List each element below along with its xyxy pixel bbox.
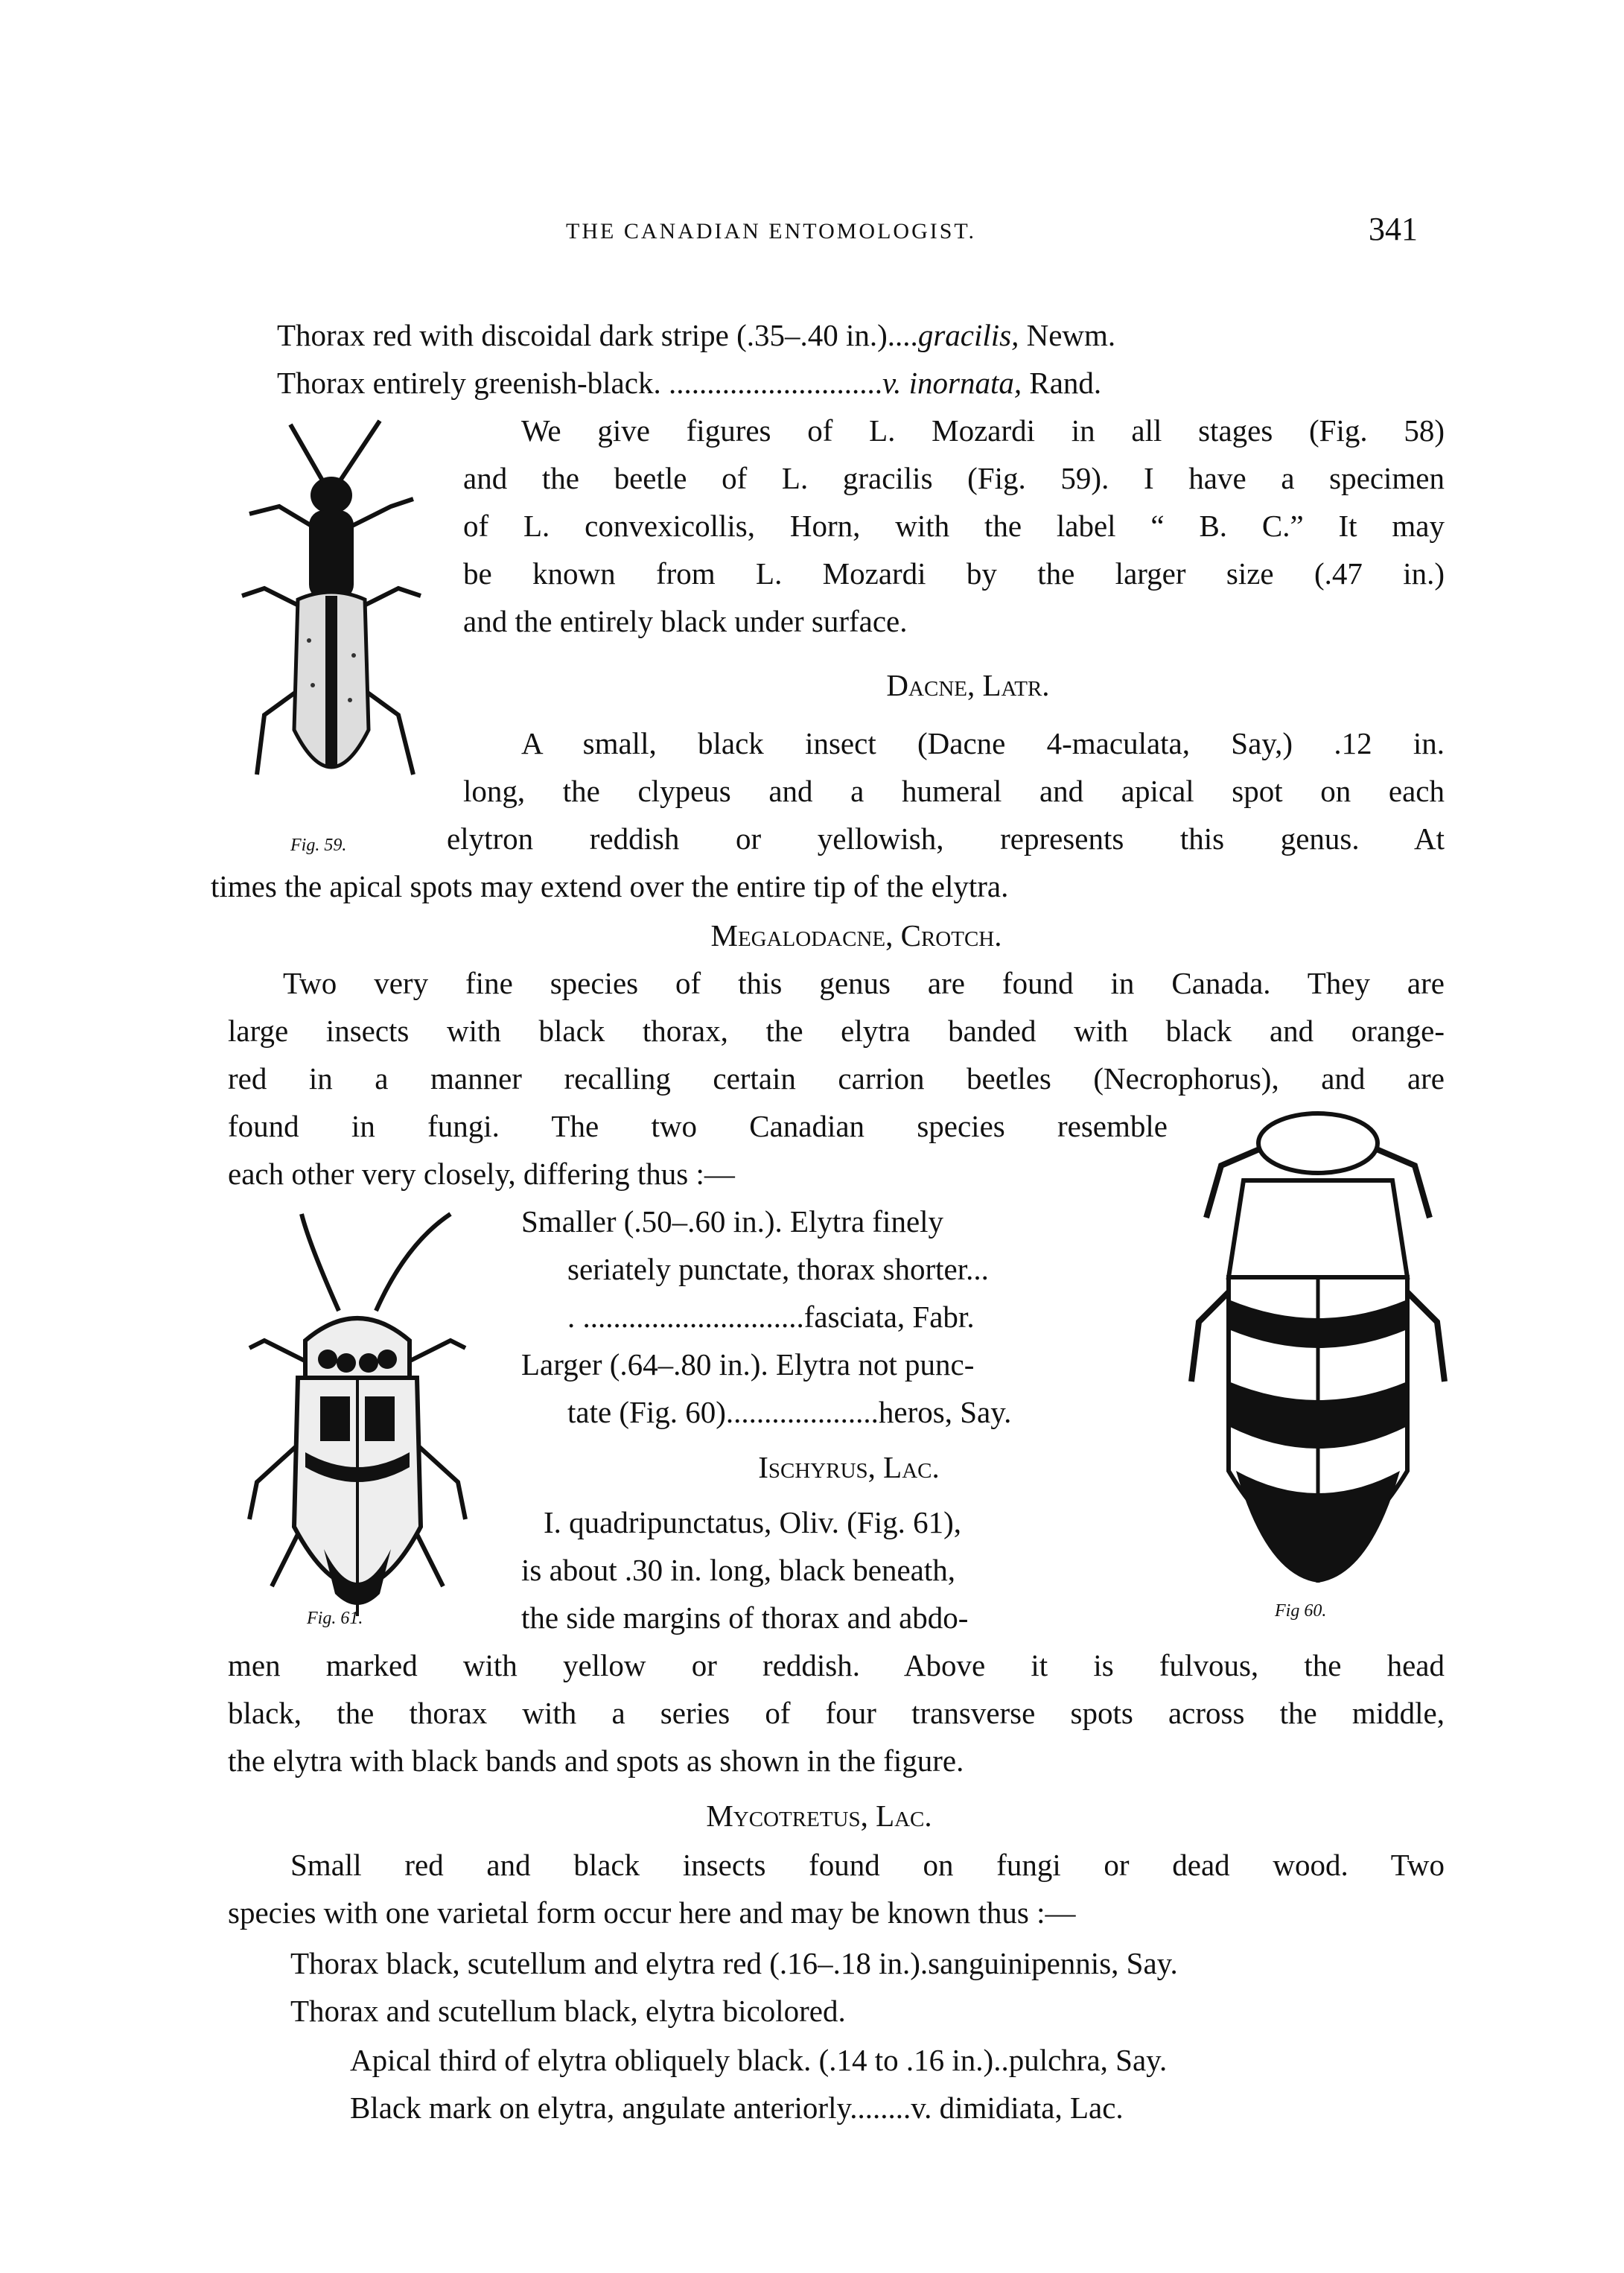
key2-line-3: . .............................fasciata, Fabr. (567, 1300, 975, 1334)
ischyrus-line-2: is about .30 in. long, black beneath, (521, 1553, 955, 1587)
para1-line-3: of L. convexicollis, Horn, with the label “ B. C.” It may (463, 509, 1445, 543)
page-number: 341 (1369, 211, 1418, 247)
para1-line-4: be known from L. Mozardi by the larger size (.47 in.) (463, 556, 1445, 591)
dacne-line-3: elytron reddish or yellowish, represents this genus. At (447, 821, 1445, 856)
heading-mycotretus: Mycotretus, Lac. (706, 1799, 932, 1833)
fig59-caption: Fig. 59. (290, 836, 347, 855)
megalodacne-line-5: each other very closely, differing thus :— (228, 1157, 735, 1191)
key1-line-2: Thorax entirely greenish-black. ............................v. inornata, Rand. (277, 366, 1102, 400)
heading-dacne: Dacne, Latr. (886, 668, 1050, 702)
ischyrus-line-1: I. quadripunctatus, Oliv. (Fig. 61), (544, 1505, 962, 1539)
key3-line-1: Thorax black, scutellum and elytra red (.16–.18 in.).sanguinipennis, Say. (290, 1946, 1178, 1980)
ischyrus-line-6: the elytra with black bands and spots as shown in the figure. (228, 1743, 964, 1778)
heading-megalodacne: Megalodacne, Crotch. (710, 918, 1002, 953)
key2-line-2: seriately punctate, thorax shorter... (567, 1252, 989, 1286)
ischyrus-line-3: the side margins of thorax and abdo- (521, 1600, 969, 1635)
fig61-beetle-illustration (235, 1199, 480, 1624)
key2-line-4: Larger (.64–.80 in.). Elytra not punc- (521, 1347, 975, 1382)
dacne-line-2: long, the clypeus and a humeral and apical spot on each (463, 774, 1445, 808)
mycotretus-line-1: Small red and black insects found on fungi or dead wood. Two (290, 1848, 1445, 1882)
running-head: THE CANADIAN ENTOMOLOGIST. (566, 219, 977, 244)
fig61-caption: Fig. 61. (307, 1609, 363, 1628)
fig60-caption: Fig 60. (1275, 1601, 1327, 1621)
para1-line-5: and the entirely black under surface. (463, 604, 908, 638)
key3-line-3: Apical third of elytra obliquely black. (.14 to .16 in.)..pulchra, Say. (350, 2043, 1168, 2077)
heading-ischyrus: Ischyrus, Lac. (758, 1450, 940, 1484)
key3-line-2: Thorax and scutellum black, elytra bicolored. (290, 1994, 846, 2028)
para1-line-2: and the beetle of L. gracilis (Fig. 59). I have a specimen (463, 461, 1445, 495)
megalodacne-line-1: Two very fine species of this genus are found in Canada. They are (283, 966, 1445, 1000)
dacne-line-1: A small, black insect (Dacne 4-maculata, Say,) .12 in. (521, 726, 1445, 760)
fig60-beetle-illustration (1184, 1099, 1452, 1590)
fig59-beetle-illustration (235, 417, 428, 812)
megalodacne-line-2: large insects with black thorax, the elytra banded with black and orange- (228, 1014, 1445, 1048)
para1-line-1: We give figures of L. Mozardi in all stages (Fig. 58) (521, 413, 1445, 448)
megalodacne-line-4: found in fungi. The two Canadian species resemble (228, 1109, 1168, 1143)
key3-line-4: Black mark on elytra, angulate anteriorly........v. dimidiata, Lac. (350, 2091, 1124, 2125)
ischyrus-line-4: men marked with yellow or reddish. Above it is fulvous, the head (228, 1648, 1445, 1682)
key2-line-5: tate (Fig. 60)....................heros, Say. (567, 1395, 1012, 1429)
megalodacne-line-3: red in a manner recalling certain carrion beetles (Necrophorus), and are (228, 1061, 1445, 1096)
ischyrus-line-5: black, the thorax with a series of four transverse spots across the middle, (228, 1696, 1445, 1730)
mycotretus-line-2: species with one varietal form occur here and may be known thus :— (228, 1895, 1076, 1930)
dacne-line-4: times the apical spots may extend over the entire tip of the elytra. (211, 869, 1009, 903)
key1-line-1: Thorax red with discoidal dark stripe (.35–.40 in.)....gracilis, Newm. (277, 318, 1116, 352)
key2-line-1: Smaller (.50–.60 in.). Elytra finely (521, 1204, 944, 1239)
